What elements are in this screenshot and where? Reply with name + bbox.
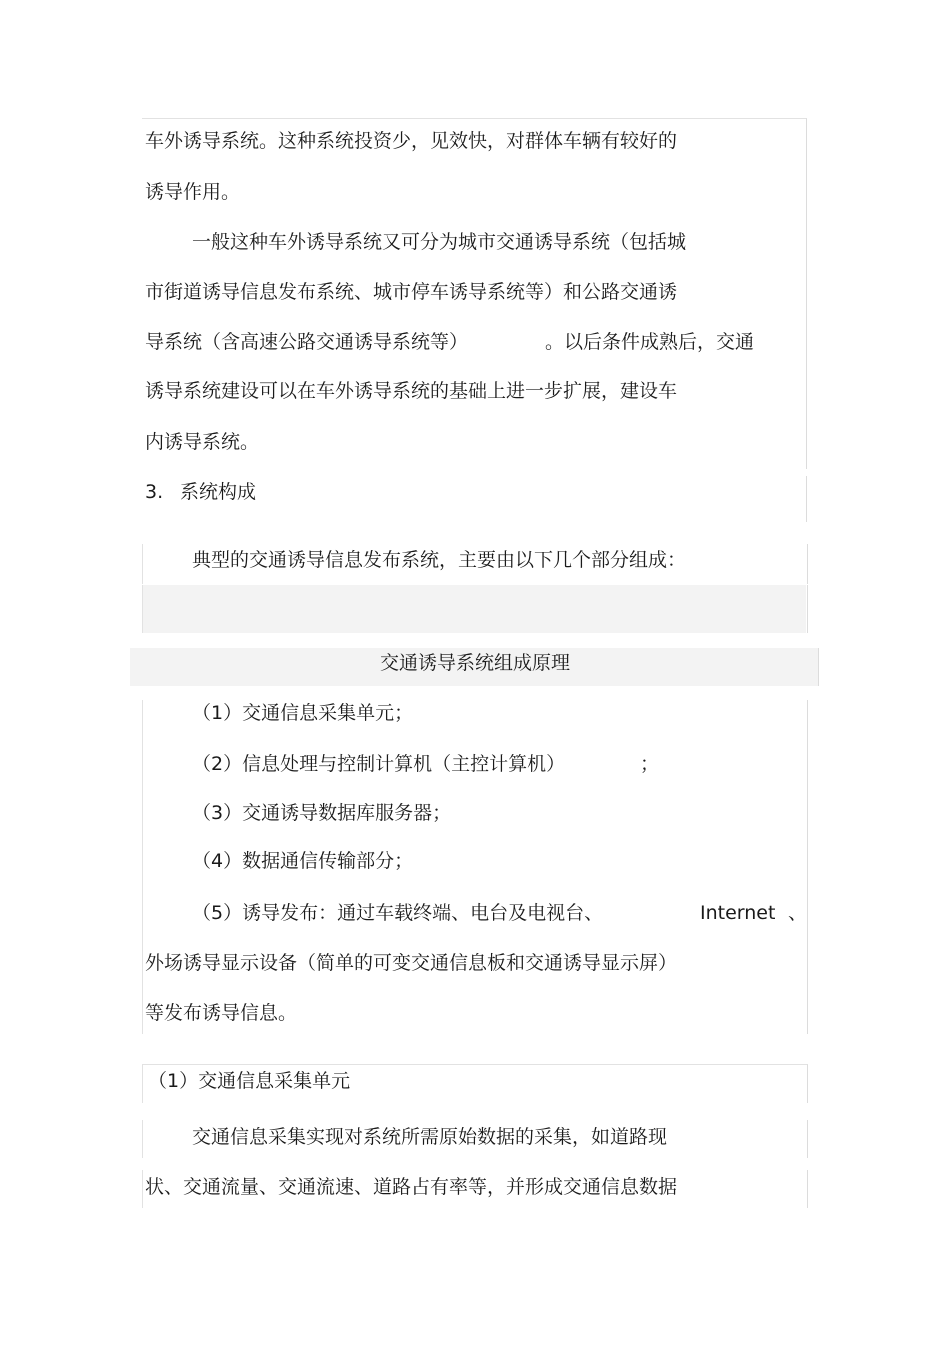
component-4: （4）数据通信传输部分； — [192, 850, 414, 872]
figure-caption: 交通诱导系统组成原理 — [379, 652, 570, 674]
paragraph-2-line-2: 市街道诱导信息发布系统、城市停车诱导系统等）和公路交通诱 — [145, 281, 678, 303]
paragraph-2-line-5: 内诱导系统。 — [145, 431, 260, 453]
component-5a: （5）诱导发布：通过车载终端、电台及电视台、 — [192, 902, 604, 924]
paragraph-2-line-1: 一般这种车外诱导系统又可分为城市交通诱导系统（包括城 — [192, 231, 687, 253]
component-3: （3）交通诱导数据库服务器； — [192, 802, 452, 824]
component-2b: ； — [640, 753, 660, 775]
section-title: 系统构成 — [180, 481, 257, 503]
paragraph-2-line-3a: 导系统（含高速公路交通诱导系统等） — [145, 331, 469, 353]
component-5b: Internet — [700, 902, 776, 924]
section-intro: 典型的交通诱导信息发布系统，主要由以下几个部分组成： — [192, 549, 687, 571]
figure-frame — [142, 585, 808, 633]
paragraph-1-line-2: 诱导作用。 — [145, 181, 241, 203]
section-number: 3. — [145, 481, 164, 503]
component-5c: 、 — [788, 902, 808, 924]
paragraph-2-line-3b: 。以后条件成熟后，交通 — [545, 331, 755, 353]
component-2a: （2）信息处理与控制计算机（主控计算机） — [192, 753, 566, 775]
paragraph-1-line-1: 车外诱导系统。这种系统投资少，见效快，对群体车辆有较好的 — [145, 130, 678, 152]
subsection-body-line-1: 交通信息采集实现对系统所需原始数据的采集，如道路现 — [192, 1126, 668, 1148]
component-5-line-2: 外场诱导显示设备（简单的可变交通信息板和交通诱导显示屏） — [145, 952, 678, 974]
paragraph-2-line-4: 诱导系统建设可以在车外诱导系统的基础上进一步扩展，建设车 — [145, 380, 678, 402]
component-5-line-3: 等发布诱导信息。 — [145, 1002, 298, 1024]
subsection-body-line-2: 状、交通流量、交通流速、道路占有率等，并形成交通信息数据 — [145, 1176, 678, 1198]
component-1: （1）交通信息采集单元； — [192, 702, 414, 724]
subsection-heading: （1）交通信息采集单元 — [148, 1070, 351, 1092]
